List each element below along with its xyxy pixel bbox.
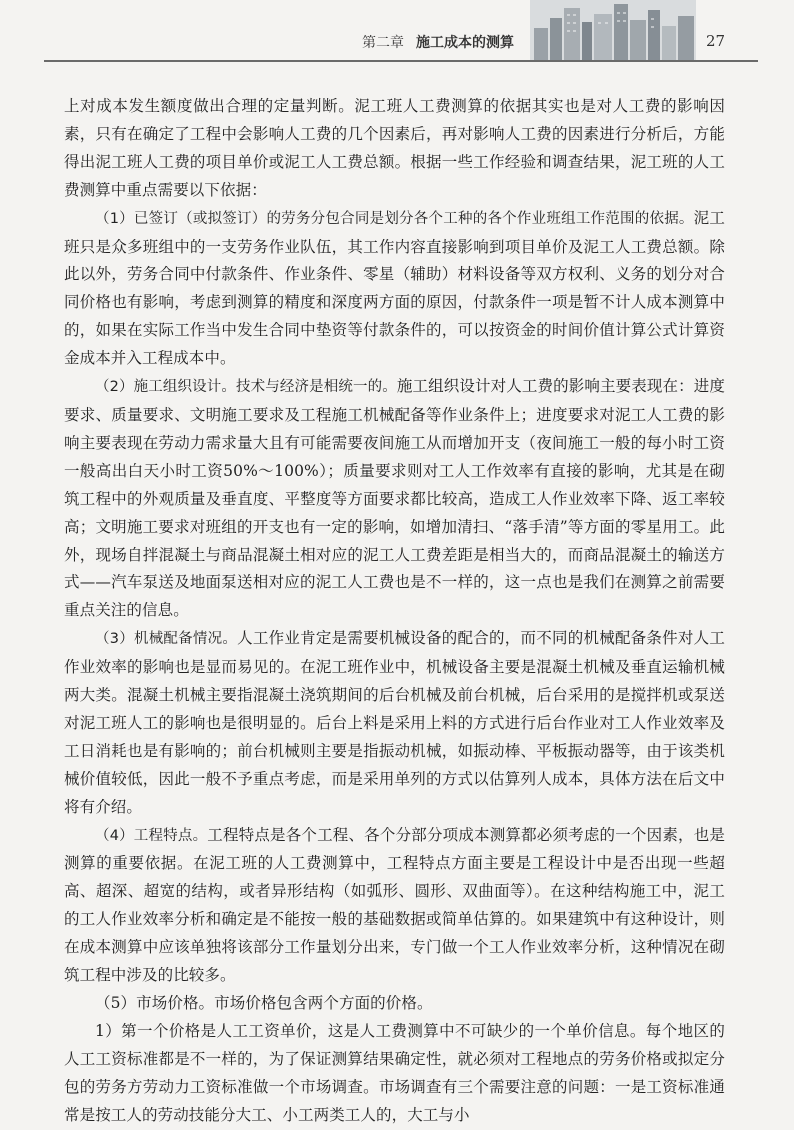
paragraph-text: （5）市场价格。市场价格包含两个方面的价格。	[95, 994, 433, 1012]
paragraph-text: 施工组织设计对人工费的影响主要表现在：进度要求、质量要求、文明施工要求及工程施工机械配备等作业条件上；进度要求对泥工人工费的影响主要表现在劳动力需求量大且有可能需要夜间施工从而增加开支（夜间施工一般的每小时工资一般高出白天小时工资50%～100%）；质量要求则对工人工作效率有直接的影响，尤其是在砌筑工程中的外观质量及垂直度、平整度等方面要求都比较高，造成工人作业效率下降、返工率较高；文明施工要求对班组的开支也有一定的影响，如增加清扫、“落手清”等方面的零星用工。此外，现场自拌混凝土与商品混凝土相对应的泥工人工费差距是相当大的，而商品混凝土的输送方式——汽车泵送及地面泵送相对应的泥工人工费也是不一样的，这一点也是我们在测算之前需要重点关注的信息。	[64, 377, 725, 620]
paragraph-item-4	[64, 822, 725, 990]
paragraph-item-2	[64, 373, 725, 625]
paragraph-item-1	[64, 205, 725, 373]
chapter-title: 施工成本的测算	[416, 35, 514, 51]
paragraph-item-5	[64, 990, 725, 1018]
paragraph-text: 工程特点是各个工程、各个分部分项成本测算都必须考虑的一个因素，也是测算的重要依据。在泥工班的人工费测算中，工程特点方面主要是工程设计中是否出现一些超高、超深、超宽的结构，或者异形结构（如弧形、圆形、双曲面等）。在这种结构施工中，泥工的工人作业效率分析和确定是不能按一般的基础数据或简单估算的。如果建筑中有这种设计，则在成本测算中应该单独将该部分工作量划分出来，专门做一个工人作业效率分析，这种情况在砌筑工程中涉及的比较多。	[64, 825, 725, 985]
header-rule	[44, 60, 758, 62]
item-heading: （1）已签订（或拟签订）的劳务分包合同是划分各个工种的各个作业班组工作范围的依据。	[95, 210, 694, 227]
paragraph-text: 人工作业肯定是需要机械设备的配合的，而不同的机械配备条件对人工作业效率的影响也是显而易见的。在泥工班作业中，机械设备主要是混凝土机械及垂直运输机械两大类。混凝土机械主要指混凝土浇筑期间的后台机械及前台机械，后台采用的是搅拌机或泵送对泥工班人工的影响也是很明显的。后台上料是采用上料的方式进行后台作业对工人作业效率及工日消耗也是有影响的；前台机械则主要是指振动机械，如振动棒、平板振动器等，由于该类机械价值较低，因此一般不予重点考虑，而是采用单列的方式以估算列人成本，具体方法在后文中将有介绍。	[64, 629, 725, 816]
item-heading: （4）工程特点。	[95, 827, 208, 844]
city-skyline-image	[530, 0, 696, 60]
paragraph-text: 上对成本发生额度做出合理的定量判断。泥工班人工费测算的依据其实也是对人工费的影响因素，只有在确定了工程中会影响人工费的几个因素后，再对影响人工费的因素进行分析后，方能得出泥工班人工费的项目单价或泥工人工费总额。根据一些工作经验和调查结果，泥工班的人工费测算中重点需要以下依据：	[64, 97, 725, 199]
paragraph-text: 1）第一个价格是人工工资单价，这是人工费测算中不可缺少的一个单价信息。每个地区的人工工资标准都是不一样的，为了保证测算结果确定性，就必须对工程地点的劳务价格或拟定分包的劳务方劳动力工资标准做一个市场调查。市场调查有三个需要注意的问题：一是工资标准通常是按工人的劳动技能分大工、小工两类工人的，大工与小	[64, 1021, 725, 1124]
paragraph-continuation	[64, 93, 725, 205]
body-text	[64, 93, 725, 1130]
item-heading: （3）机械配备情况。	[95, 631, 238, 648]
running-header	[362, 32, 514, 52]
header-city-photo	[530, 0, 696, 60]
paragraph-item-3	[64, 625, 725, 821]
page-number: 27	[706, 32, 726, 50]
chapter-number: 第二章	[362, 35, 404, 51]
paragraph-text: 泥工班只是众多班组中的一支劳务作业队伍，其工作内容直接影响到项目单价及泥工人工费总额。除此以外，劳务合同中付款条件、作业条件、零星（辅助）材料设备等双方权利、义务的划分对合同价格也有影响，考虑到测算的精度和深度两方面的原因，付款条件一项是暂不计人成本测算中的，如果在实际工作当中发生合同中垫资等付款条件的，可以按资金的时间价值计算公式计算资金成本并入工程成本中。	[64, 208, 726, 368]
page-header	[0, 0, 794, 68]
paragraph-subitem-1	[64, 1018, 725, 1130]
item-heading: （2）施工组织设计。技术与经济是相统一的。	[95, 379, 397, 396]
